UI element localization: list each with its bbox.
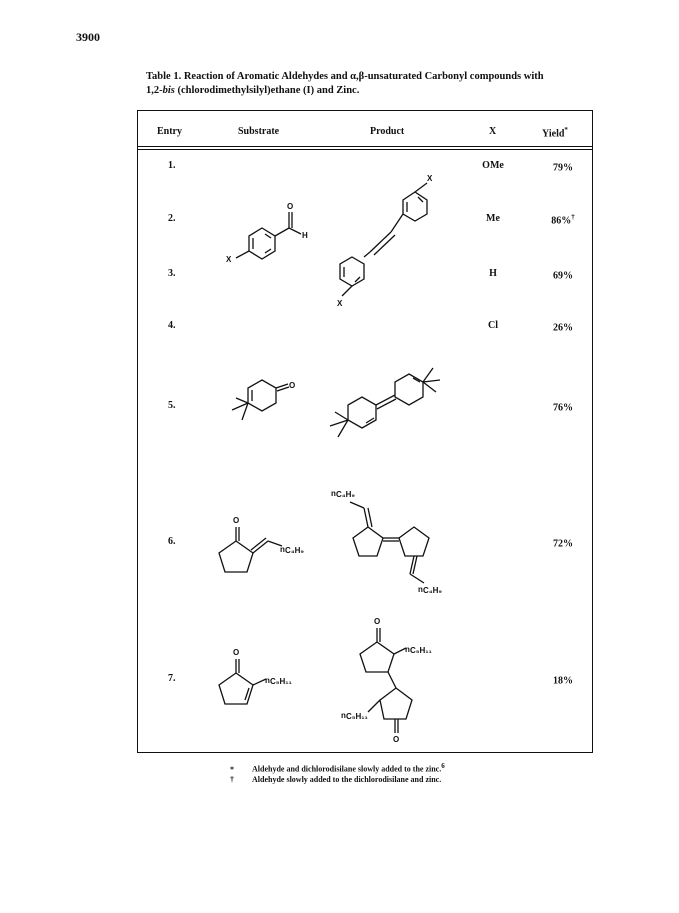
product-ring-right-6	[399, 527, 429, 556]
row-2-entry: 2.	[168, 213, 176, 224]
page-number: 3900	[76, 30, 100, 44]
ring-inner-bond	[418, 197, 423, 202]
exocyclic-double-bond	[377, 399, 396, 409]
pentyl-label-7b: C₅H₁₁	[346, 712, 368, 721]
methyl-bond	[423, 382, 436, 392]
benzaldehyde-structure	[226, 202, 308, 264]
methyl-bond	[236, 398, 248, 403]
caption-suffix: (chlorodimethylsilyl)ethane (I) and Zinc.	[174, 85, 360, 96]
x-label: X	[226, 255, 232, 264]
x-bond	[236, 251, 249, 258]
stilbene-structure	[337, 174, 433, 308]
row-1-entry: 1.	[168, 160, 176, 171]
chain-bond	[368, 700, 380, 712]
row-3-x: H	[489, 268, 497, 279]
caption-line-1: Table 1. Reaction of Aromatic Aldehydes and α,β-unsaturated Carbonyl compounds with	[146, 71, 544, 82]
footnote-1-ref: 6	[441, 762, 445, 770]
footnote-2	[230, 775, 441, 784]
pentyl-label-7: C₅H₁₁	[270, 677, 292, 686]
vinyl-bond	[391, 214, 403, 232]
row-1-x: OMe	[482, 160, 504, 171]
footnote-2-text: Aldehyde slowly added to the dichlorodisilane and zinc.	[252, 775, 442, 784]
x-label-top: X	[427, 174, 433, 183]
hydrogen-label: H	[302, 231, 308, 240]
row-5-yield-value: 76%	[553, 402, 573, 414]
row-7-entry: 7.	[168, 673, 176, 684]
footnote-2-mark: †	[230, 775, 234, 784]
row-2-yield-mark: †	[571, 213, 575, 221]
butyl-label-6a: C₄H₉	[336, 490, 355, 499]
enone-7-structure	[219, 648, 293, 704]
n-prefix-7: n	[265, 676, 270, 685]
row-4-x: Cl	[488, 320, 498, 331]
dimer-7-structure	[341, 617, 433, 744]
cyclopentenone-ring	[219, 673, 253, 704]
oxygen-label-7a: O	[374, 617, 381, 626]
product-ring-left	[348, 397, 376, 428]
methyl-bond	[423, 380, 440, 382]
header-substrate: Substrate	[238, 126, 280, 137]
product-ring-right	[395, 374, 423, 405]
dimer-6-structure	[331, 489, 442, 595]
caption-prefix: 1,2-	[146, 85, 163, 96]
x-bond-bottom	[342, 286, 352, 296]
row-7-yield-value: 18%	[553, 675, 573, 687]
oxygen-label-6: O	[233, 516, 240, 525]
row-3-entry: 3.	[168, 268, 176, 279]
x-bond-top	[415, 183, 427, 192]
x-label-bottom: X	[337, 299, 343, 308]
n-prefix-6b: n	[418, 585, 423, 594]
butyl-label-6: C₄H₉	[285, 546, 304, 555]
aldehyde-h-bond	[289, 228, 301, 234]
row-3-yield-value: 69%	[553, 270, 573, 282]
n-prefix-6: n	[280, 545, 285, 554]
footnote-1-text: Aldehyde and dichlorodisilane slowly added to the zinc.	[252, 764, 442, 774]
ring-inner-bond	[265, 234, 271, 238]
linking-bond	[388, 672, 396, 688]
dimer-5-structure	[330, 368, 440, 437]
methyl-bond	[423, 368, 433, 382]
header-yield-text: Yield	[542, 128, 565, 140]
methyl-bond	[335, 412, 348, 420]
n-prefix-7a: n	[405, 645, 410, 654]
cyclopentanone-ring	[219, 541, 253, 572]
chain-bond	[410, 574, 424, 583]
header-product: Product	[370, 126, 405, 137]
ring-inner-bond	[265, 249, 271, 253]
oxygen-label-5: O	[289, 381, 296, 390]
product-ring-left-6	[353, 527, 383, 556]
chain-bond	[350, 502, 364, 508]
exocyclic-double-bond	[368, 508, 372, 527]
row-4-entry: 4.	[168, 320, 176, 331]
oxygen-label: O	[287, 202, 294, 211]
exocyclic-bond	[376, 395, 395, 405]
row-4-yield-value: 26%	[553, 322, 573, 334]
oxygen-label-7b: O	[393, 735, 400, 744]
header-x: X	[489, 126, 497, 137]
header-entry: Entry	[157, 126, 182, 137]
pentyl-label-7a: C₅H₁₁	[410, 646, 432, 655]
row-6-entry: 6.	[168, 536, 176, 547]
row-1-yield-value: 79%	[553, 162, 573, 174]
aldehyde-bond	[275, 228, 289, 236]
row-5-entry: 5.	[168, 400, 176, 411]
oxygen-label-7: O	[233, 648, 240, 657]
row-2-yield-value: 86%	[551, 215, 572, 227]
header-yield-mark: *	[564, 126, 568, 134]
caption-italic: bis	[162, 85, 175, 96]
footnote-1-mark: *	[230, 764, 234, 774]
butyl-label-6b: C₄H₉	[423, 586, 442, 595]
n-prefix-6a: n	[331, 489, 336, 498]
row-6-yield-value: 72%	[553, 538, 573, 550]
product-ring-bottom-7	[380, 688, 412, 719]
row-2-x: Me	[486, 213, 500, 224]
enone-6-structure	[219, 516, 304, 572]
exocyclic-bond	[364, 508, 368, 527]
n-prefix-7b: n	[341, 711, 346, 720]
vinyl-bond-2	[364, 252, 370, 257]
footnote-1	[230, 762, 445, 774]
cyclohexenone-structure	[232, 380, 295, 420]
product-ring-top-7	[360, 642, 394, 672]
